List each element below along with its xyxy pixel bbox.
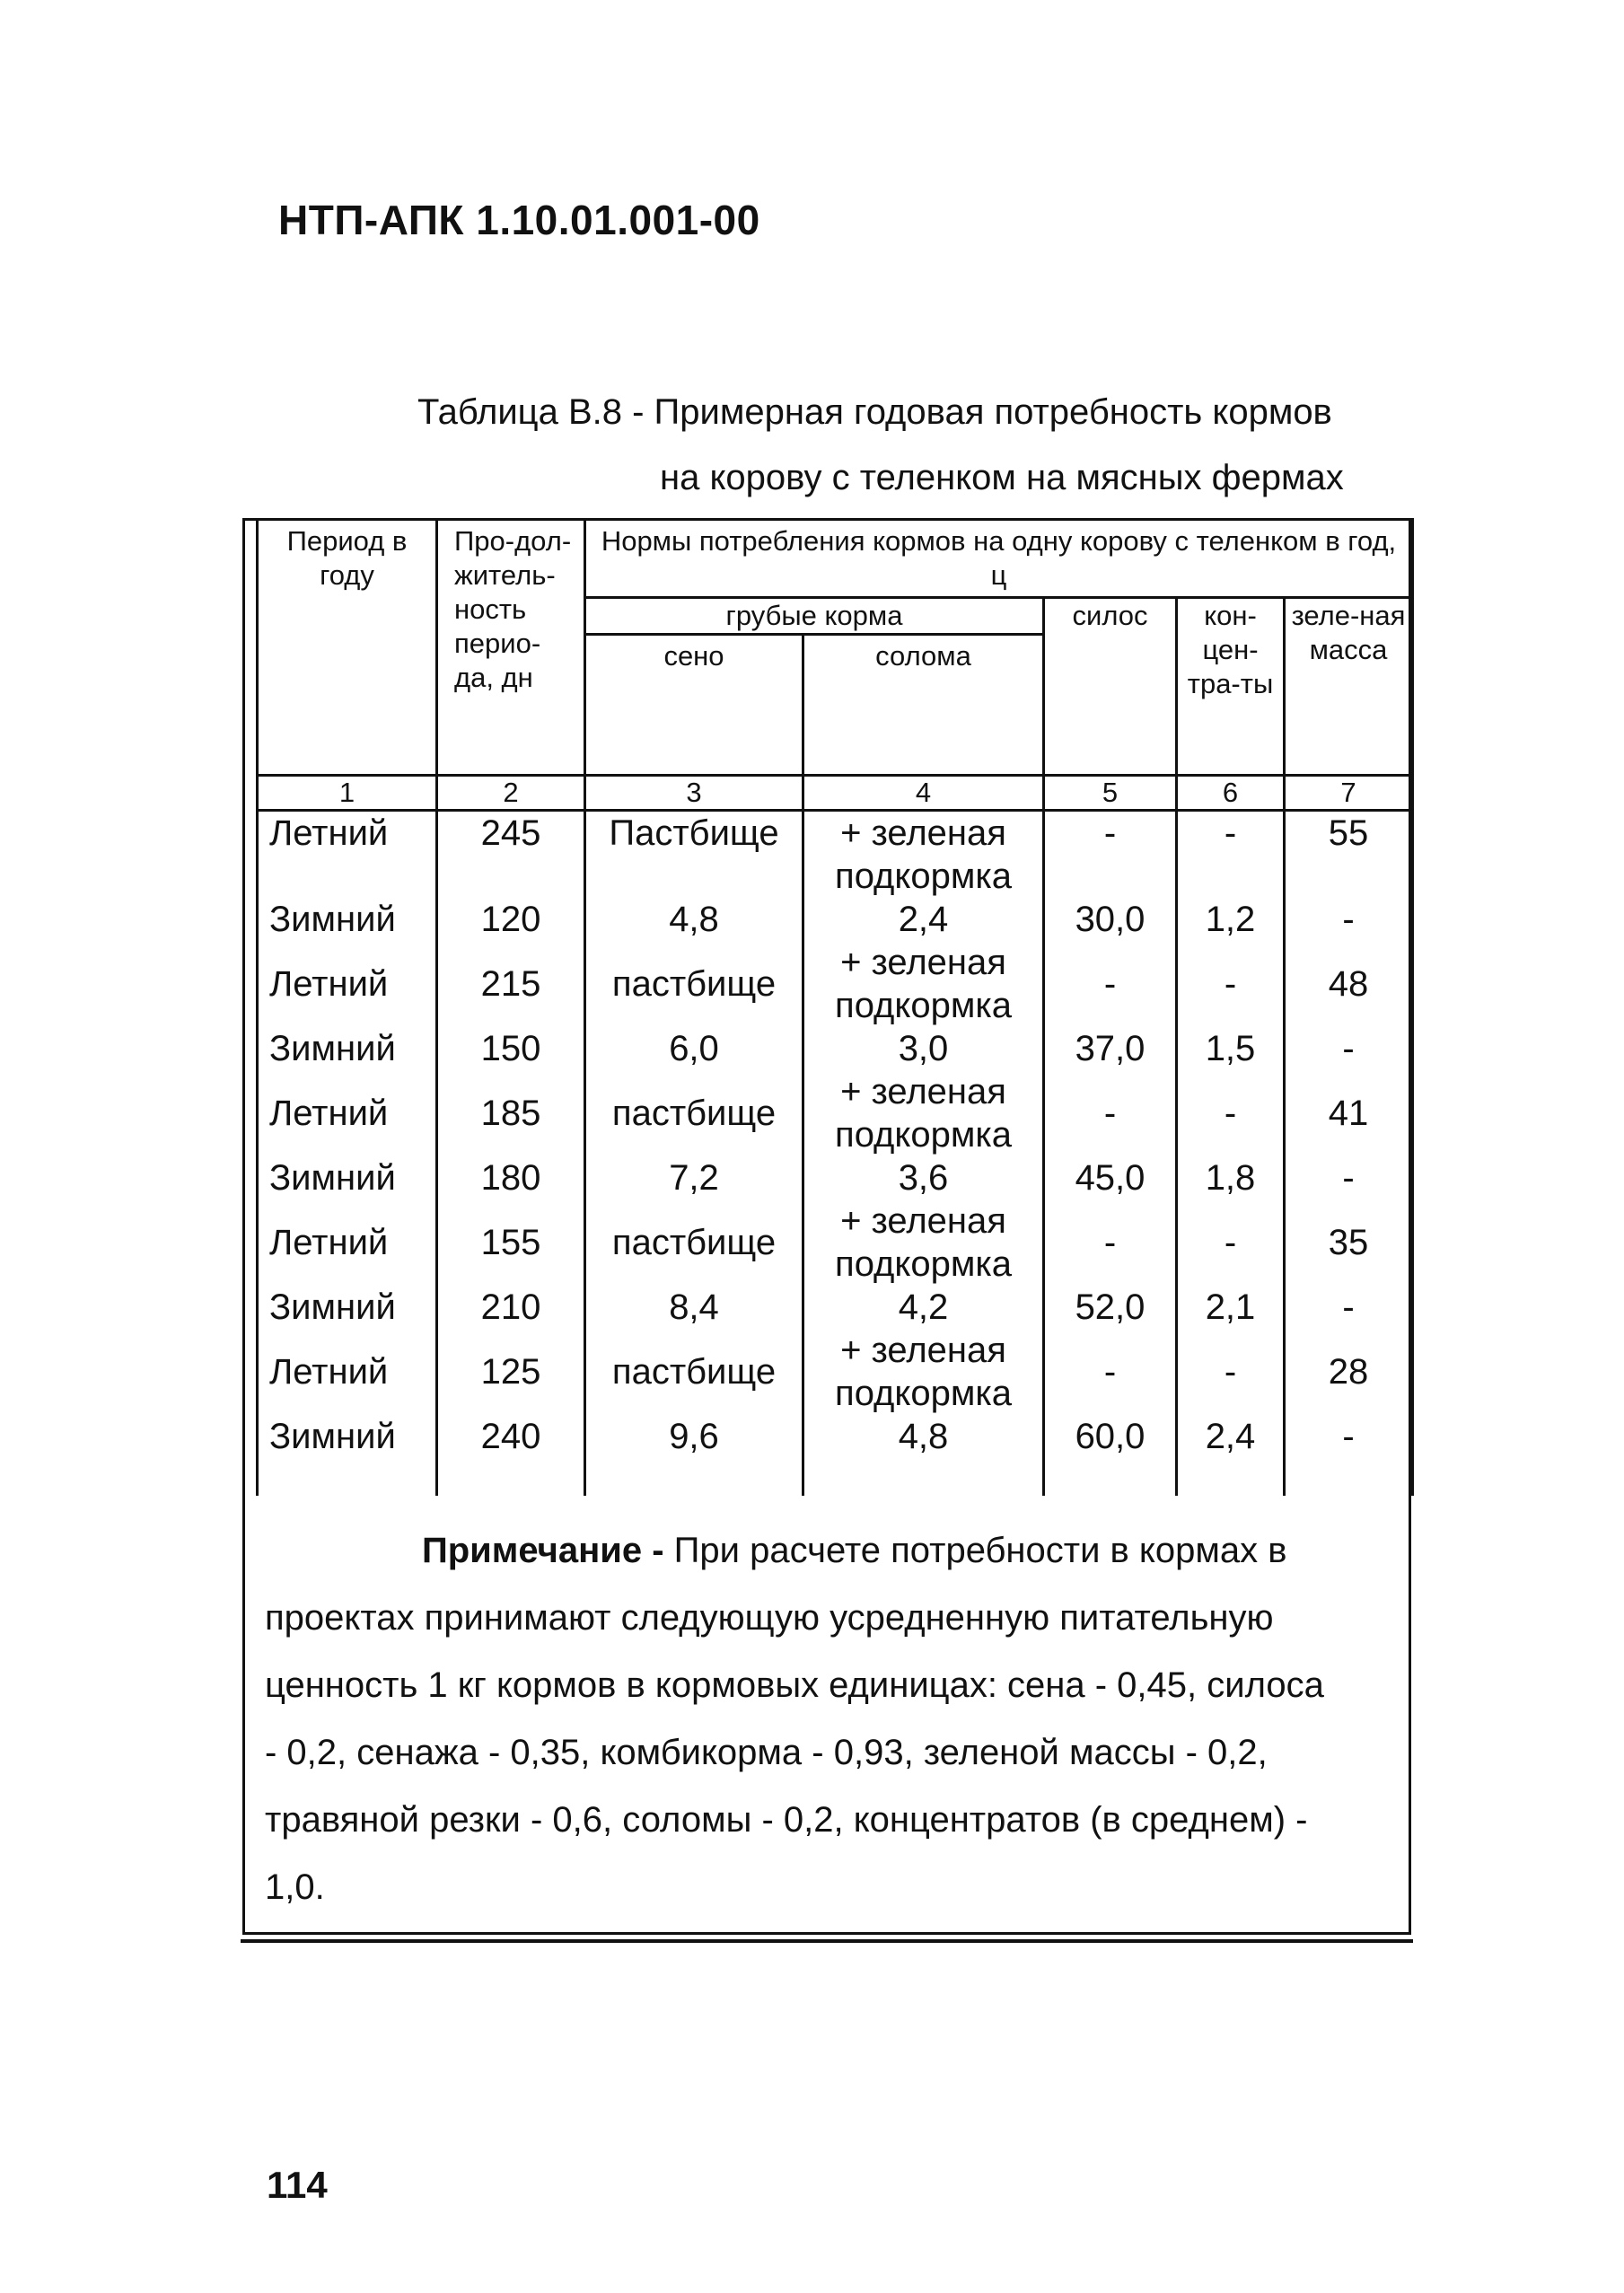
duration-cell: 150: [437, 1027, 585, 1070]
header-concentrates: кон-цен-тра-ты: [1177, 598, 1285, 776]
green-mass-cell: 41: [1285, 1070, 1413, 1156]
column-number: 4: [803, 776, 1044, 811]
header-norms: Нормы потребления кормов на одну корову с теленком в год, ц: [585, 520, 1413, 598]
duration-cell: 210: [437, 1286, 585, 1329]
header-rough-feed: грубые корма: [585, 598, 1044, 635]
silage-cell: -: [1044, 811, 1177, 899]
concentrates-cell: -: [1177, 1329, 1285, 1415]
table-row: [258, 1027, 1413, 1070]
note-line: проектах принимают следующую усредненную питательную: [265, 1598, 1274, 1638]
column-number: 5: [1044, 776, 1177, 811]
column-number: 6: [1177, 776, 1285, 811]
green-mass-cell: 55: [1285, 811, 1413, 899]
straw-cell: + зеленая подкормка: [803, 1329, 1044, 1415]
green-mass-cell: 28: [1285, 1329, 1413, 1415]
note-line: [265, 1517, 1396, 1585]
straw-cell: + зеленая подкормка: [803, 1199, 1044, 1286]
header-period: Период в году: [258, 520, 437, 776]
season-cell: Летний: [258, 1070, 437, 1156]
season-cell: Зимний: [258, 1286, 437, 1329]
duration-cell: 240: [437, 1415, 585, 1458]
green-mass-cell: -: [1285, 1286, 1413, 1329]
green-mass-cell: -: [1285, 1156, 1413, 1199]
straw-cell: 3,0: [803, 1027, 1044, 1070]
table-row: [258, 1329, 1413, 1415]
hay-cell: 6,0: [585, 1027, 803, 1070]
table-caption-line-2: на корову с теленком на мясных фермах: [660, 458, 1344, 497]
header-green-mass: зеле-ная масса: [1285, 598, 1413, 776]
duration-cell: 120: [437, 898, 585, 941]
silage-cell: 37,0: [1044, 1027, 1177, 1070]
concentrates-cell: 1,2: [1177, 898, 1285, 941]
season-cell: Зимний: [258, 1156, 437, 1199]
concentrates-cell: 1,5: [1177, 1027, 1285, 1070]
silage-cell: -: [1044, 1070, 1177, 1156]
table-row: [258, 1415, 1413, 1458]
note-line: 1,0.: [265, 1867, 325, 1907]
straw-cell: + зеленая подкормка: [803, 1070, 1044, 1156]
season-cell: Зимний: [258, 898, 437, 941]
concentrates-cell: 1,8: [1177, 1156, 1285, 1199]
straw-cell: 4,8: [803, 1415, 1044, 1458]
document-code: НТП-АПК 1.10.01.001-00: [278, 197, 760, 243]
silage-cell: 30,0: [1044, 898, 1177, 941]
table-caption-line-1: Таблица В.8 - Примерная годовая потребность кормов: [417, 392, 1332, 432]
straw-cell: + зеленая подкормка: [803, 811, 1044, 899]
concentrates-cell: -: [1177, 811, 1285, 899]
table-row: [258, 941, 1413, 1027]
concentrates-cell: -: [1177, 1199, 1285, 1286]
green-mass-cell: -: [1285, 1415, 1413, 1458]
hay-cell: 7,2: [585, 1156, 803, 1199]
hay-cell: пастбище: [585, 1329, 803, 1415]
silage-cell: 60,0: [1044, 1415, 1177, 1458]
header-duration: Про-дол-житель-ность перио-да, дн: [437, 520, 585, 776]
straw-cell: 2,4: [803, 898, 1044, 941]
concentrates-cell: 2,1: [1177, 1286, 1285, 1329]
header-hay: сено: [585, 635, 803, 776]
note-line: - 0,2, сенажа - 0,35, комбикорма - 0,93, зеленой массы - 0,2,: [265, 1733, 1268, 1772]
note-line: ценность 1 кг кормов в кормовых единицах: сена - 0,45, силоса: [265, 1665, 1324, 1705]
header-straw: солома: [803, 635, 1044, 776]
hay-cell: Пастбище: [585, 811, 803, 899]
table-row: [258, 1199, 1413, 1286]
duration-cell: 185: [437, 1070, 585, 1156]
silage-cell: -: [1044, 1199, 1177, 1286]
hay-cell: 8,4: [585, 1286, 803, 1329]
season-cell: Зимний: [258, 1027, 437, 1070]
table-row: [258, 898, 1413, 941]
green-mass-cell: -: [1285, 898, 1413, 941]
note-line: травяной резки - 0,6, соломы - 0,2, концентратов (в среднем) -: [265, 1800, 1308, 1840]
hay-cell: 9,6: [585, 1415, 803, 1458]
concentrates-cell: -: [1177, 1070, 1285, 1156]
season-cell: Летний: [258, 1199, 437, 1286]
hay-cell: пастбище: [585, 1199, 803, 1286]
column-number: 1: [258, 776, 437, 811]
season-cell: Летний: [258, 1329, 437, 1415]
straw-cell: 3,6: [803, 1156, 1044, 1199]
duration-cell: 245: [437, 811, 585, 899]
duration-cell: 155: [437, 1199, 585, 1286]
column-numbers-row: [258, 776, 1413, 811]
table-note: [265, 1517, 1396, 1921]
silage-cell: 45,0: [1044, 1156, 1177, 1199]
green-mass-cell: -: [1285, 1027, 1413, 1070]
note-label: Примечание -: [422, 1531, 664, 1570]
feed-requirements-table: [256, 518, 1414, 1496]
table-tail-row: [258, 1458, 1413, 1496]
note-text: При расчете потребности в кормах в: [663, 1531, 1287, 1570]
column-number: 7: [1285, 776, 1413, 811]
header-silage: силос: [1044, 598, 1177, 776]
duration-cell: 180: [437, 1156, 585, 1199]
page-number: 114: [267, 2164, 328, 2206]
season-cell: Летний: [258, 941, 437, 1027]
column-number: 3: [585, 776, 803, 811]
straw-cell: 4,2: [803, 1286, 1044, 1329]
season-cell: Зимний: [258, 1415, 437, 1458]
season-cell: Летний: [258, 811, 437, 899]
concentrates-cell: -: [1177, 941, 1285, 1027]
hay-cell: пастбище: [585, 941, 803, 1027]
table-row: [258, 1070, 1413, 1156]
table-row: [258, 811, 1413, 899]
duration-cell: 215: [437, 941, 585, 1027]
silage-cell: -: [1044, 1329, 1177, 1415]
silage-cell: 52,0: [1044, 1286, 1177, 1329]
green-mass-cell: 48: [1285, 941, 1413, 1027]
hay-cell: 4,8: [585, 898, 803, 941]
concentrates-cell: 2,4: [1177, 1415, 1285, 1458]
straw-cell: + зеленая подкормка: [803, 941, 1044, 1027]
frame-bottom-rule: [241, 1939, 1413, 1943]
column-number: 2: [437, 776, 585, 811]
green-mass-cell: 35: [1285, 1199, 1413, 1286]
table-row: [258, 1156, 1413, 1199]
hay-cell: пастбище: [585, 1070, 803, 1156]
duration-cell: 125: [437, 1329, 585, 1415]
table-row: [258, 1286, 1413, 1329]
silage-cell: -: [1044, 941, 1177, 1027]
